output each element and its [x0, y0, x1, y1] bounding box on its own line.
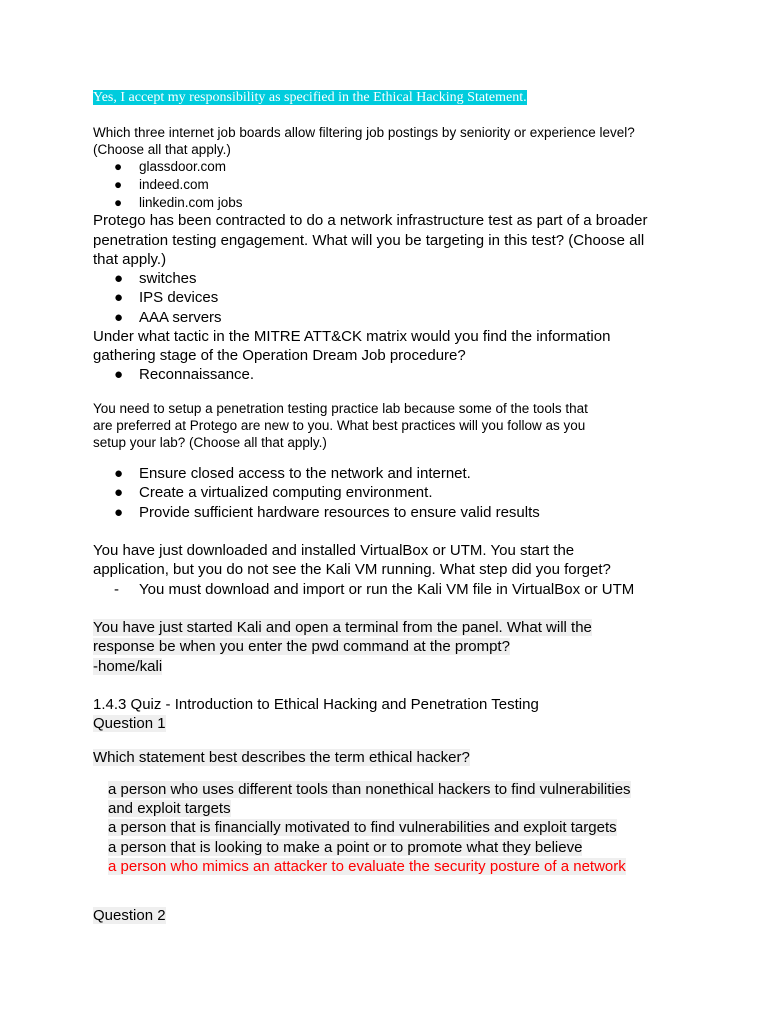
- list-item: [114, 464, 471, 483]
- answer-option-text: and exploit targets: [108, 800, 231, 817]
- answer-option: [108, 818, 617, 837]
- statement-line: [93, 88, 527, 107]
- bullet-icon: ●: [114, 309, 124, 326]
- quiz-question-2-label: [93, 906, 166, 925]
- answer-option-correct-text: a person who mimics an attacker to evaluate the security posture of a network: [108, 858, 626, 875]
- list-item: [114, 483, 432, 502]
- answer-option-continuation: [108, 799, 231, 818]
- list-item: [114, 503, 540, 522]
- bullet-icon: ●: [114, 177, 123, 192]
- quiz-question-1-text: [93, 748, 470, 767]
- list-item-text: Create a virtualized computing environment.: [139, 484, 433, 501]
- answer-option-correct: [108, 857, 626, 876]
- list-item: [114, 194, 243, 211]
- list-item-text: AAA servers: [139, 309, 222, 326]
- question-lab-line2: are preferred at Protego are new to you. What best practices will you follow as you: [93, 418, 586, 433]
- question-pwd-answer-text: -home/kali: [93, 658, 163, 675]
- dash-marker: -: [114, 581, 119, 598]
- list-item-text: You must download and import or run the Kali VM file in VirtualBox or UTM: [139, 581, 635, 598]
- question-vbox-line1: You have just downloaded and installed VirtualBox or UTM. You start the: [93, 542, 575, 559]
- list-item: [114, 158, 226, 175]
- question-pwd-line1-text: You have just started Kali and open a terminal from the panel. What will the: [93, 619, 592, 636]
- list-item: [114, 308, 222, 327]
- question-mitre-line2: gathering stage of the Operation Dream Job procedure?: [93, 347, 466, 364]
- list-item-text: Provide sufficient hardware resources to ensure valid results: [139, 504, 540, 521]
- quiz-question-1-text-span: Which statement best describes the term ethical hacker?: [93, 749, 470, 766]
- answer-option: [108, 780, 631, 799]
- question-vbox-line2: application, but you do not see the Kali VM running. What step did you forget?: [93, 561, 611, 578]
- list-item: [114, 269, 197, 288]
- question-lab-line1: You need to setup a penetration testing practice lab because some of the tools that: [93, 401, 588, 416]
- question-pwd-line1: [93, 618, 592, 637]
- list-item-text: Ensure closed access to the network and internet.: [139, 465, 471, 482]
- question-infra-line3: that apply.): [93, 251, 167, 268]
- bullet-icon: ●: [114, 289, 124, 306]
- list-item-text: Reconnaissance.: [139, 366, 255, 383]
- question-pwd-answer: [93, 657, 162, 676]
- question-pwd-line2: [93, 637, 510, 656]
- question-mitre-line1: Under what tactic in the MITRE ATT&CK matrix would you find the information: [93, 328, 611, 345]
- bullet-icon: ●: [114, 270, 124, 287]
- answer-option-text: a person who uses different tools than nonethical hackers to find vulnerabilities: [108, 781, 631, 798]
- question-infra-line2: penetration testing engagement. What will you be targeting in this test? (Choose all: [93, 232, 645, 249]
- list-item-text: switches: [139, 270, 197, 287]
- quiz-title: 1.4.3 Quiz - Introduction to Ethical Hacking and Penetration Testing: [93, 696, 539, 713]
- list-item-text: IPS devices: [139, 289, 219, 306]
- bullet-icon: ●: [114, 366, 124, 383]
- bullet-icon: ●: [114, 484, 124, 501]
- bullet-icon: ●: [114, 465, 124, 482]
- list-item-text: indeed.com: [139, 177, 209, 192]
- question-infra-line1: Protego has been contracted to do a network infrastructure test as part of a broader: [93, 212, 648, 229]
- answer-option: [108, 838, 582, 857]
- question-jobboards-line1: Which three internet job boards allow filtering job postings by seniority or experience level?: [93, 125, 635, 140]
- list-item: [114, 176, 209, 193]
- bullet-icon: ●: [114, 195, 123, 210]
- bullet-icon: ●: [114, 504, 124, 521]
- question-pwd-line2-text: response be when you enter the pwd command at the prompt?: [93, 638, 510, 655]
- list-item: [114, 365, 254, 384]
- bullet-icon: ●: [114, 159, 123, 174]
- quiz-question-1-label: [93, 714, 166, 733]
- question-lab-line3: setup your lab? (Choose all that apply.): [93, 435, 327, 450]
- answer-option-text: a person that is financially motivated to find vulnerabilities and exploit targets: [108, 819, 617, 836]
- quiz-question-2-label-text: Question 2: [93, 907, 166, 924]
- list-item: [114, 288, 218, 307]
- list-item: [114, 580, 634, 599]
- answer-option-text: a person that is looking to make a point or to promote what they believe: [108, 839, 583, 856]
- list-item-text: glassdoor.com: [139, 159, 227, 174]
- quiz-question-1-label-text: Question 1: [93, 715, 166, 732]
- list-item-text: linkedin.com jobs: [139, 195, 243, 210]
- statement-highlight: Yes, I accept my responsibility as specified in the Ethical Hacking Statement.: [93, 90, 527, 105]
- question-jobboards-line2: (Choose all that apply.): [93, 142, 231, 157]
